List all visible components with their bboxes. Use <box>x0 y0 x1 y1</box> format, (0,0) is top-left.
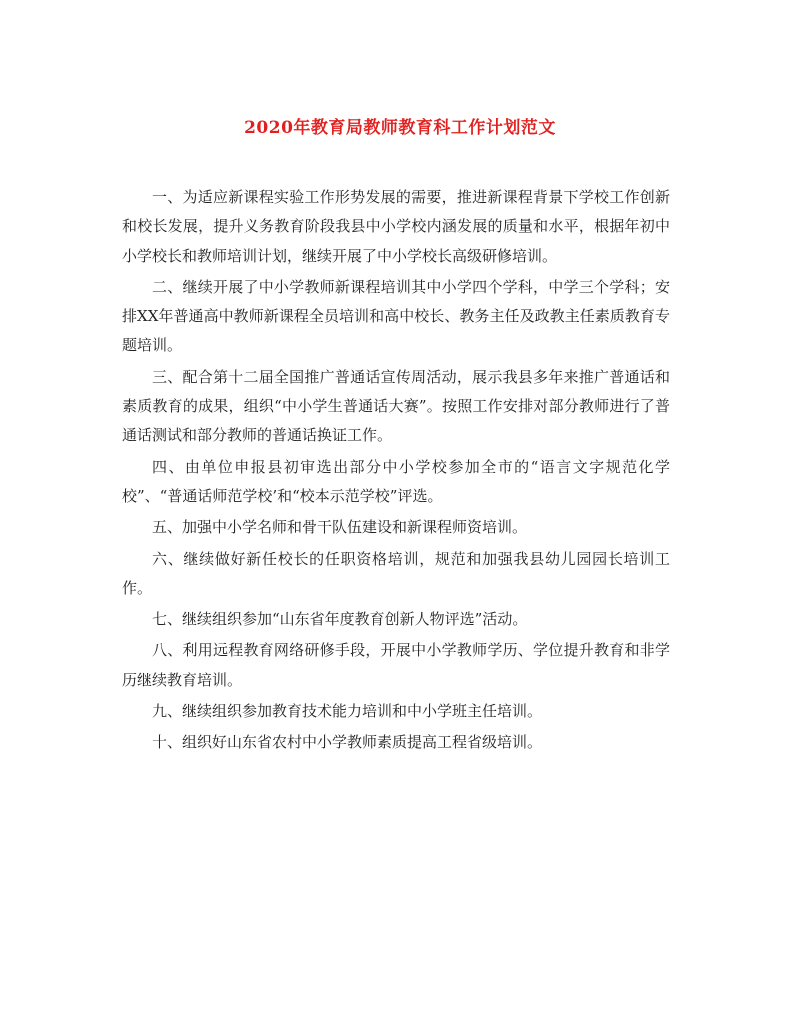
paragraph-3: 三、配合第十二届全国推广普通话宣传周活动，展示我县多年来推广普通话和素质教育的成果，组织“中小学生普通话大赛”。按照工作安排对部分教师进行了普通话测试和部分教师的普通话换证工作。 <box>122 367 670 445</box>
paragraph-9: 九、继续组织参加教育技术能力培训和中小学班主任培训。 <box>152 702 543 721</box>
paragraph-4: 四、由单位申报县初审选出部分中小学校参加全市的“语言文字规范化学校”、“普通话师范学校’和“校本示范学校”评选。 <box>122 457 670 505</box>
paragraph-10: 十、组织好山东省农村中小学教师素质提高工程省级培训。 <box>152 733 543 752</box>
paragraph-5: 五、加强中小学名师和骨干队伍建设和新课程师资培训。 <box>152 518 528 537</box>
paragraph-7: 七、继续组织参加“山东省年度教育创新人物评选”活动。 <box>152 610 528 629</box>
document-title: 2020年教育局教师教育科工作计划范文 <box>244 118 556 138</box>
paragraph-6: 六、继续做好新任校长的任职资格培训，规范和加强我县幼儿园园长培训工作。 <box>122 549 670 597</box>
paragraph-2: 二、继续开展了中小学教师新课程培训其中小学四个学科，中学三个学科；安排XX年普通高中教师新课程全员培训和高中校长、教务主任及政教主任素质教育专题培训。 <box>122 277 670 355</box>
document-body <box>122 183 670 760</box>
paragraph-1: 一、为适应新课程实验工作形势发展的需要，推进新课程背景下学校工作创新和校长发展，提升义务教育阶段我县中小学校内涵发展的质量和水平，根据年初中小学校长和教师培训计划，继续开展了中小学校长高级研修培训。 <box>122 188 670 265</box>
paragraph-8: 八、利用远程教育网络研修手段，开展中小学教师学历、学位提升教育和非学历继续教育培训。 <box>122 641 670 689</box>
